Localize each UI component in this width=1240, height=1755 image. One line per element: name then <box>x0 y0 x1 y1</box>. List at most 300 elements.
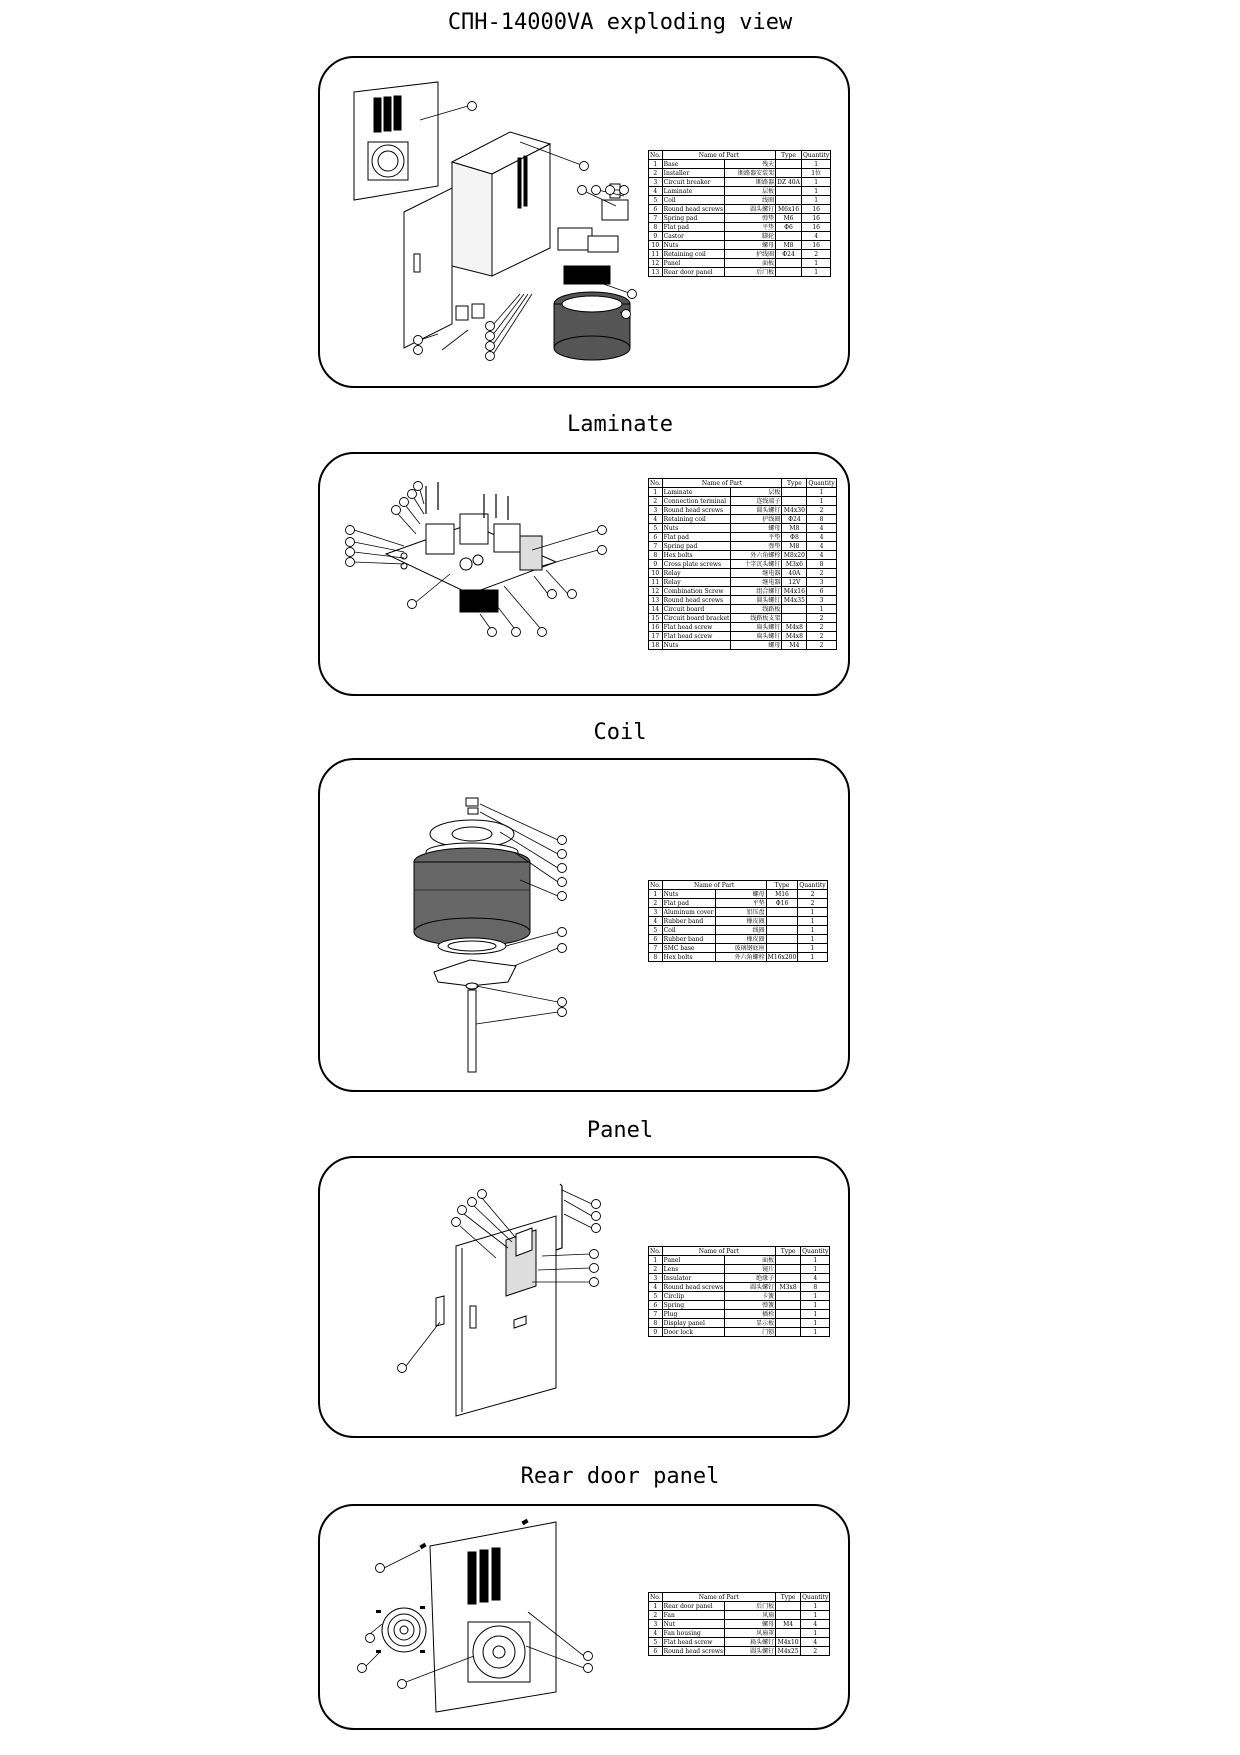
table-row <box>649 232 831 241</box>
part-qty: 1 <box>801 178 830 187</box>
part-name-cn: 螺母 <box>731 524 782 533</box>
table-row <box>649 515 837 524</box>
part-qty: 2 <box>807 569 836 578</box>
part-qty: 2 <box>807 623 836 632</box>
part-name-cn: 显示板 <box>725 1319 776 1328</box>
part-no: 1 <box>649 488 663 497</box>
part-no: 13 <box>649 596 663 605</box>
table-row <box>649 917 828 926</box>
table-row <box>649 178 831 187</box>
part-name-cn: 绝缘子 <box>725 1274 776 1283</box>
table-row <box>649 1328 830 1337</box>
table-row <box>649 890 828 899</box>
part-type <box>776 1301 801 1310</box>
part-name: Hex bolts <box>662 953 715 962</box>
table-row <box>649 214 831 223</box>
part-name: Castor <box>662 232 724 241</box>
part-type <box>766 917 798 926</box>
part-type <box>776 1319 801 1328</box>
part-no: 2 <box>649 899 663 908</box>
part-qty: 1 <box>801 1301 830 1310</box>
table-row <box>649 268 831 277</box>
part-no: 9 <box>649 1328 663 1337</box>
part-name-cn: 外六角螺栓 <box>731 551 782 560</box>
part-type <box>766 935 798 944</box>
part-no: 14 <box>649 605 663 614</box>
part-qty: 1 <box>801 1328 830 1337</box>
part-no: 10 <box>649 241 663 250</box>
part-qty: 4 <box>807 551 836 560</box>
part-name: Spring pad <box>662 542 731 551</box>
part-name-cn: 插栓 <box>725 1310 776 1319</box>
part-qty: 4 <box>807 542 836 551</box>
laminate-title: Laminate <box>567 412 673 437</box>
part-name: Panel <box>662 259 724 268</box>
part-name: Nuts <box>662 890 715 899</box>
part-qty: 6 <box>807 587 836 596</box>
part-name: SMC base <box>662 944 715 953</box>
part-no: 5 <box>649 524 663 533</box>
part-qty: 1 <box>801 1256 830 1265</box>
part-type <box>776 1310 801 1319</box>
part-no: 4 <box>649 917 663 926</box>
table-row <box>649 899 828 908</box>
part-name: Plug <box>662 1310 724 1319</box>
part-no: 12 <box>649 587 663 596</box>
table-row <box>649 926 828 935</box>
col-qty: Quantity <box>799 881 826 889</box>
part-type <box>766 926 798 935</box>
col-name: Name of Part <box>662 881 766 890</box>
part-no: 1 <box>649 890 663 899</box>
table-row <box>649 596 837 605</box>
part-qty: 1 <box>798 953 827 962</box>
table-row <box>649 160 831 169</box>
part-qty: 1 <box>801 1319 830 1328</box>
part-type <box>776 1602 801 1611</box>
part-qty: 3 <box>807 596 836 605</box>
table-row <box>649 578 837 587</box>
table-row <box>649 1611 830 1620</box>
part-name: Round head screws <box>663 1283 724 1291</box>
table-row <box>649 1256 830 1265</box>
part-name-cn: 平垫 <box>731 533 782 542</box>
part-no: 1 <box>649 160 663 169</box>
part-name: Rear door panel <box>662 268 724 277</box>
part-name-cn: 线圈 <box>715 926 766 935</box>
part-name: Hex bolts <box>662 551 731 560</box>
part-no: 7 <box>649 944 663 953</box>
part-name-cn: 线路板 <box>731 605 782 614</box>
part-name-cn: 护线圈 <box>725 250 776 259</box>
table-row <box>649 632 837 641</box>
table-row <box>649 908 828 917</box>
part-no: 7 <box>649 1310 663 1319</box>
part-name-cn: 外六角螺栓 <box>715 953 766 962</box>
part-qty: 2 <box>801 250 830 259</box>
col-no: No. <box>650 479 661 487</box>
part-name-cn: 螺母 <box>731 641 782 650</box>
part-qty: 1 <box>798 926 827 935</box>
part-name-cn: 平垫 <box>725 223 776 232</box>
table-row <box>649 259 831 268</box>
part-name: Circuit board <box>662 605 731 614</box>
part-type: Φ24 <box>776 250 802 259</box>
part-type: M4x25 <box>776 1647 801 1656</box>
table-header-row <box>649 479 837 488</box>
col-name: Name of Part <box>662 1247 775 1256</box>
part-no: 8 <box>649 551 663 560</box>
table-row <box>649 944 828 953</box>
table-row <box>649 1310 830 1319</box>
part-name-cn: 卡簧 <box>725 1292 776 1301</box>
part-name: Rubber band <box>662 917 715 926</box>
part-type <box>766 944 798 953</box>
part-type: DZ 40A <box>777 178 800 186</box>
part-type: M8 <box>776 241 802 250</box>
part-qty: 1 <box>798 935 827 944</box>
part-name: Flat head screw <box>662 1638 724 1647</box>
part-qty: 1位 <box>801 169 830 178</box>
part-no: 10 <box>649 569 663 578</box>
part-qty: 1 <box>801 268 830 277</box>
part-qty: 1 <box>798 908 827 917</box>
part-qty: 1 <box>801 1602 830 1611</box>
col-name: Name of Part <box>662 151 775 160</box>
part-name-cn: 扁头螺钉 <box>731 632 782 641</box>
table-row <box>649 641 837 650</box>
part-qty: 4 <box>801 1274 830 1283</box>
part-type: M8x20 <box>782 551 807 560</box>
part-name: Nuts <box>662 641 731 650</box>
part-name-cn: 圆头螺钉 <box>725 205 776 214</box>
part-no: 6 <box>649 1301 663 1310</box>
part-name: Coil <box>662 926 715 935</box>
part-name-cn: 镜片 <box>725 1265 776 1274</box>
table-row <box>649 605 837 614</box>
part-name-cn: 继电器 <box>731 569 782 578</box>
part-name-cn: 层板 <box>731 488 782 497</box>
part-no: 4 <box>649 1629 663 1638</box>
part-name: Cross plate screws <box>662 560 731 569</box>
part-name-cn: 圆头螺钉 <box>731 596 782 605</box>
part-type <box>776 1611 801 1620</box>
part-name: Nut <box>662 1620 724 1629</box>
part-no: 4 <box>649 187 663 196</box>
part-type: M16 <box>766 890 798 899</box>
table-row <box>649 1620 830 1629</box>
table-row <box>649 953 828 962</box>
part-type <box>776 196 802 205</box>
table-row <box>649 187 831 196</box>
part-no: 2 <box>649 169 663 178</box>
part-qty: 2 <box>807 614 836 623</box>
part-type: M4x35 <box>782 596 807 605</box>
part-name-cn: 层板 <box>725 187 776 196</box>
part-name-cn: 脚轮 <box>725 232 776 241</box>
part-no: 5 <box>649 926 663 935</box>
part-qty: 1 <box>807 488 836 497</box>
part-qty: 1 <box>801 1265 830 1274</box>
part-qty: 1 <box>801 259 830 268</box>
part-qty: 16 <box>801 241 830 250</box>
part-no: 9 <box>649 560 663 569</box>
part-no: 13 <box>649 268 663 277</box>
part-qty: 4 <box>807 533 836 542</box>
table-row <box>649 223 831 232</box>
part-type: Φ8 <box>782 533 807 542</box>
part-no: 8 <box>649 1319 663 1328</box>
col-name: Name of Part <box>662 479 782 488</box>
part-type: Φ16 <box>766 899 798 908</box>
part-no: 3 <box>649 506 663 515</box>
part-type <box>776 187 802 196</box>
part-name: Connection terminal <box>662 497 731 506</box>
part-no: 7 <box>649 542 663 551</box>
part-name-cn: 弹垫 <box>731 542 782 551</box>
part-qty: 1 <box>798 944 827 953</box>
part-name-cn: 橡皮圈 <box>715 935 766 944</box>
panel-parts-table <box>648 1246 830 1337</box>
part-qty: 1 <box>801 187 830 196</box>
table-header-row <box>649 151 831 160</box>
part-qty: 4 <box>801 1638 830 1647</box>
part-qty: 8 <box>807 515 836 524</box>
part-name-cn: 螺母 <box>725 241 776 250</box>
part-type: M4x8 <box>782 632 807 641</box>
part-no: 3 <box>649 1620 663 1629</box>
part-type <box>776 1274 801 1283</box>
part-no: 16 <box>649 623 663 632</box>
part-no: 5 <box>649 196 663 205</box>
rear-parts-table <box>648 1592 830 1656</box>
part-name: Laminate <box>662 488 731 497</box>
table-row <box>649 1292 830 1301</box>
part-name: Spring pad <box>662 214 724 223</box>
part-name: Base <box>662 160 724 169</box>
part-no: 1 <box>649 1256 663 1265</box>
part-name-cn: 线圈 <box>725 196 776 205</box>
part-type: M3x8 <box>776 1283 801 1292</box>
part-name-cn: 断路器安装架 <box>725 169 776 178</box>
part-qty: 4 <box>801 1620 830 1629</box>
col-name: Name of Part <box>662 1593 775 1602</box>
part-name-cn: 继电器 <box>731 578 782 587</box>
table-row <box>649 1319 830 1328</box>
coil-title: Coil <box>593 720 647 745</box>
part-name-cn: 圆头螺钉 <box>725 1647 776 1656</box>
table-header-row <box>649 1593 830 1602</box>
part-name: Round head screws <box>663 1647 724 1655</box>
col-qty: Quantity <box>802 1593 829 1601</box>
part-type: M4x8 <box>782 623 807 632</box>
col-type: Type <box>766 881 798 890</box>
part-name-cn: 螺母 <box>725 1620 776 1629</box>
part-name: Circuit breaker <box>662 178 724 187</box>
part-name: Flat head screw <box>662 632 731 641</box>
table-row <box>649 623 837 632</box>
part-name: Door lock <box>662 1328 724 1337</box>
part-no: 5 <box>649 1638 663 1647</box>
rear-panel <box>318 1504 850 1730</box>
part-no: 3 <box>649 178 663 187</box>
part-name-cn: 残天 <box>725 160 776 169</box>
part-name-cn: 扁头螺钉 <box>731 623 782 632</box>
part-qty: 1 <box>801 1611 830 1620</box>
col-type: Type <box>776 1593 801 1602</box>
table-row <box>649 524 837 533</box>
part-no: 4 <box>649 515 663 524</box>
part-name: Flat head screw <box>662 623 731 632</box>
part-type <box>782 488 807 497</box>
part-name: Aluminum cover <box>663 908 714 916</box>
part-no: 7 <box>649 214 663 223</box>
part-no: 8 <box>649 223 663 232</box>
part-name-cn: 连线端子 <box>731 497 782 506</box>
part-type <box>776 232 802 241</box>
part-type: M6x16 <box>776 205 802 214</box>
part-qty: 16 <box>801 205 830 214</box>
exploding-title: СПН-14000VA exploding view <box>447 10 793 35</box>
panel-panel <box>318 1156 850 1438</box>
part-qty: 2 <box>807 632 836 641</box>
part-name: Fan <box>662 1611 724 1620</box>
part-name-cn: 后门板 <box>725 268 776 277</box>
part-name-cn: 扁头螺钉 <box>725 1638 776 1647</box>
part-name-cn: 后门板 <box>725 1602 776 1611</box>
part-qty: 8 <box>807 560 836 569</box>
part-type: M3x6 <box>782 560 807 569</box>
part-name: Installer <box>662 169 724 178</box>
table-row <box>649 935 828 944</box>
part-no: 5 <box>649 1292 663 1301</box>
part-name: Insulator <box>662 1274 724 1283</box>
part-name: Round head screws <box>662 596 731 605</box>
table-row <box>649 196 831 205</box>
part-type <box>782 605 807 614</box>
part-name: Retaining coil <box>662 250 724 259</box>
table-row <box>649 169 831 178</box>
part-no: 18 <box>649 641 663 650</box>
col-type: Type <box>776 1247 801 1256</box>
table-row <box>649 587 837 596</box>
part-name-cn: 面板 <box>725 1256 776 1265</box>
part-name-cn: 断路器 <box>725 178 776 187</box>
table-row <box>649 205 831 214</box>
part-qty: 1 <box>801 160 830 169</box>
part-name-cn: 风扇罩 <box>725 1629 776 1638</box>
part-type: M4x16 <box>782 587 807 596</box>
table-row <box>649 241 831 250</box>
exploding-panel <box>318 56 850 388</box>
part-name: Relay <box>662 578 731 587</box>
part-qty: 2 <box>807 506 836 515</box>
part-name-cn: 弹簧 <box>725 1301 776 1310</box>
col-no: No. <box>650 151 661 159</box>
table-row <box>649 1638 830 1647</box>
table-row <box>649 1647 830 1656</box>
table-row <box>649 614 837 623</box>
part-name: Relay <box>662 569 731 578</box>
col-no: No. <box>650 1247 661 1255</box>
table-row <box>649 560 837 569</box>
part-name-cn: 圆头螺钉 <box>725 1283 776 1292</box>
col-qty: Quantity <box>802 151 830 159</box>
table-row <box>649 1629 830 1638</box>
part-qty: 1 <box>801 1292 830 1301</box>
part-type <box>776 1629 801 1638</box>
part-type: M8 <box>782 542 807 551</box>
part-no: 17 <box>649 632 663 641</box>
part-name: Lens <box>662 1265 724 1274</box>
part-type <box>782 497 807 506</box>
table-row <box>649 542 837 551</box>
part-qty: 2 <box>798 899 827 908</box>
part-qty: 2 <box>801 1647 830 1656</box>
part-type <box>776 1292 801 1301</box>
coil-panel <box>318 758 850 1092</box>
part-type: M4x10 <box>776 1638 801 1647</box>
part-qty: 2 <box>798 890 827 899</box>
part-name-cn: 螺母 <box>715 890 766 899</box>
part-name-cn: 线路板支架 <box>731 614 782 623</box>
table-row <box>649 1283 830 1292</box>
part-name-cn: 铝压盘 <box>715 908 766 917</box>
part-type: M4 <box>776 1620 801 1629</box>
part-type <box>766 908 798 917</box>
part-name: Flat pad <box>662 533 731 542</box>
exploding-parts-table <box>648 150 831 277</box>
part-name-cn: 组合螺钉 <box>731 587 782 596</box>
part-name: Circuit board bracket <box>663 614 730 622</box>
part-qty: 2 <box>807 641 836 650</box>
part-type: 40A <box>782 569 807 578</box>
table-row <box>649 1602 830 1611</box>
part-no: 2 <box>649 497 663 506</box>
part-no: 6 <box>649 205 663 214</box>
part-type <box>776 1328 801 1337</box>
part-type: 12V <box>782 578 807 587</box>
part-no: 3 <box>649 1274 663 1283</box>
part-name-cn: 风扇 <box>725 1611 776 1620</box>
part-name: Fan housing <box>662 1629 724 1638</box>
part-type <box>776 1265 801 1274</box>
col-no: No. <box>650 1593 661 1601</box>
part-qty: 16 <box>801 223 830 232</box>
part-name-cn: 十字沉头螺钉 <box>731 560 782 569</box>
part-name: Flat pad <box>662 899 715 908</box>
part-type <box>776 259 802 268</box>
part-qty: 1 <box>807 605 836 614</box>
part-type: M4 <box>782 641 807 650</box>
part-qty: 3 <box>807 578 836 587</box>
part-type <box>782 614 807 623</box>
table-row <box>649 250 831 259</box>
part-no: 1 <box>649 1602 663 1611</box>
part-qty: 1 <box>801 1310 830 1319</box>
part-name-cn: 护线圈 <box>731 515 782 524</box>
part-no: 6 <box>649 935 663 944</box>
table-row <box>649 506 837 515</box>
part-no: 11 <box>649 578 663 587</box>
table-row <box>649 497 837 506</box>
part-type: M8 <box>782 524 807 533</box>
part-name: Retaining coil <box>662 515 731 524</box>
table-row <box>649 1274 830 1283</box>
part-name-cn: 面板 <box>725 259 776 268</box>
part-name: Display panel <box>662 1319 724 1328</box>
col-qty: Quantity <box>808 479 835 487</box>
